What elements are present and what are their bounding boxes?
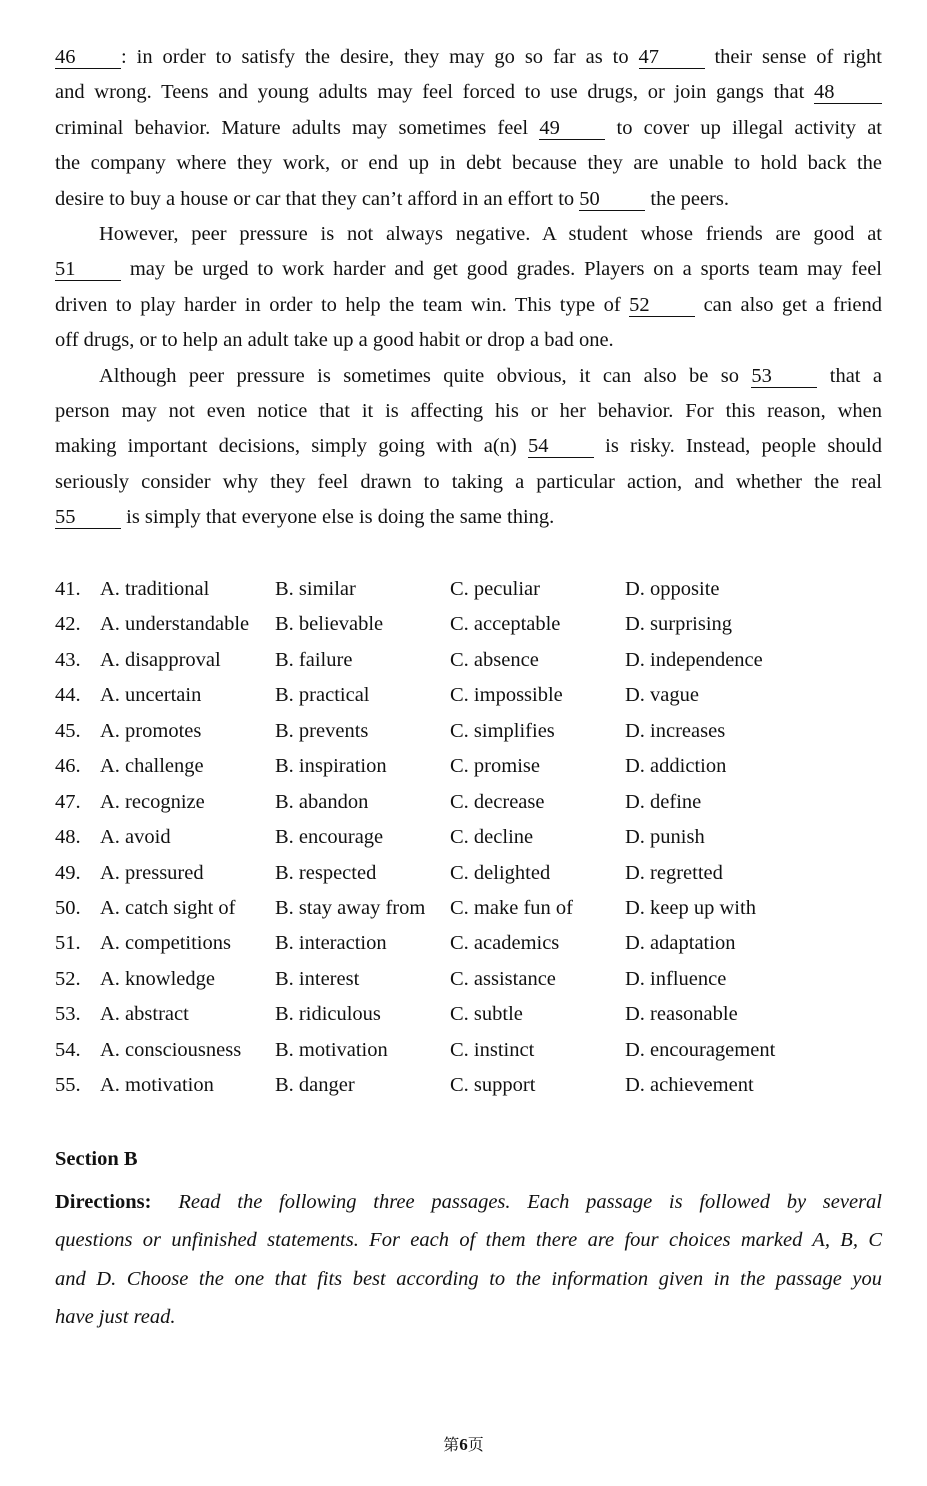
page-number <box>0 1432 927 1455</box>
passage-text: their sense of right <box>704 46 882 68</box>
choice-d: D. influence <box>625 967 727 990</box>
choice-c: C. decrease <box>450 790 545 813</box>
choice-a: A. promotes <box>100 719 202 742</box>
option-row-48 <box>55 820 882 855</box>
directions-line <box>55 1260 882 1298</box>
question-number: 48. <box>55 826 81 849</box>
passage-line <box>55 323 882 358</box>
passage-text: person may not even notice that it is affecting his or her behavior. For this reason, when <box>55 399 882 422</box>
choice-a: A. uncertain <box>100 684 202 707</box>
blank-51: 51 <box>55 258 121 281</box>
choice-c: C. decline <box>450 826 534 849</box>
choice-d: D. punish <box>625 826 705 849</box>
choice-b: B. encourage <box>275 826 384 849</box>
option-row-53 <box>55 997 882 1032</box>
choice-a: A. disapproval <box>100 648 221 671</box>
question-number: 49. <box>55 861 81 884</box>
passage-text: : in order to satisfy the desire, they may go so far as to <box>121 46 639 68</box>
choice-c: C. acceptable <box>450 613 561 636</box>
question-number: 44. <box>55 684 81 707</box>
passage-text: and wrong. Teens and young adults may feel forced to use drugs, or join gangs that <box>55 81 814 104</box>
option-row-55 <box>55 1068 882 1103</box>
choice-b: B. respected <box>275 861 377 884</box>
passage-line <box>55 75 882 110</box>
passage-line <box>55 429 882 464</box>
passage-text: Although peer pressure is sometimes quite obvious, it can also be so <box>99 364 752 387</box>
choice-b: B. inspiration <box>275 755 387 778</box>
question-number: 52. <box>55 967 81 990</box>
blank-48: 48 <box>814 81 882 104</box>
choice-a: A. understandable <box>100 613 250 636</box>
choice-b: B. prevents <box>275 719 369 742</box>
choice-d: D. addiction <box>625 755 727 778</box>
blank-50: 50 <box>579 188 645 211</box>
blank-49: 49 <box>539 117 605 140</box>
choice-c: C. peculiar <box>450 578 540 600</box>
passage-text: that a <box>817 364 882 387</box>
blank-46: 46 <box>55 46 121 69</box>
passage-text: may be urged to work harder and get good grades. Players on a sports team may feel <box>121 258 882 281</box>
option-row-47 <box>55 785 882 820</box>
directions-text: have just read. <box>55 1306 176 1329</box>
choice-a: A. avoid <box>100 826 171 849</box>
question-number: 47. <box>55 790 81 813</box>
passage-line <box>55 394 882 429</box>
directions-line <box>55 1221 882 1259</box>
choice-a: A. abstract <box>100 1003 189 1026</box>
directions-line <box>55 1298 882 1336</box>
choice-d: D. increases <box>625 719 726 742</box>
option-row-43 <box>55 643 882 678</box>
choice-b: B. interaction <box>275 932 387 955</box>
question-number: 54. <box>55 1038 81 1061</box>
choice-d: D. opposite <box>625 578 720 600</box>
choice-a: A. traditional <box>100 578 210 600</box>
page-number-value: 6 <box>459 1435 468 1454</box>
page-suffix: 页 <box>467 1435 484 1454</box>
choice-b: B. interest <box>275 967 360 990</box>
blank-53: 53 <box>751 365 817 388</box>
blank-55: 55 <box>55 506 121 529</box>
directions-label: Directions: <box>55 1191 152 1213</box>
choice-a: A. competitions <box>100 932 231 955</box>
passage-text: desire to buy a house or car that they can’t afford in an effort to <box>55 187 580 210</box>
question-number: 45. <box>55 719 81 742</box>
passage-text: off drugs, or to help an adult take up a good habit or drop a bad one. <box>55 329 614 352</box>
directions-text: questions or unfinished statements. For each of them there are four choices marked A, B, C <box>55 1229 882 1252</box>
choice-d: D. vague <box>625 684 700 707</box>
passage-text: is simply that everyone else is doing the same thing. <box>121 506 555 529</box>
option-row-50 <box>55 891 882 926</box>
choice-a: A. recognize <box>100 790 205 813</box>
choice-a: A. catch sight of <box>100 896 236 919</box>
directions-text: and D. Choose the one that fits best according to the information given in the passage you <box>55 1267 882 1290</box>
choice-c: C. make fun of <box>450 896 573 919</box>
blank-54: 54 <box>528 435 594 458</box>
option-row-46 <box>55 749 882 784</box>
passage-line <box>55 465 882 500</box>
question-number: 53. <box>55 1003 81 1026</box>
section-b-title: Section B <box>55 1148 138 1170</box>
option-row-42 <box>55 607 882 642</box>
choice-c: C. delighted <box>450 861 551 884</box>
blank-52: 52 <box>629 294 695 317</box>
passage-line <box>55 111 882 146</box>
choice-b: B. similar <box>275 578 356 600</box>
directions-line <box>55 1183 882 1221</box>
passage-line <box>55 252 882 287</box>
choice-b: B. stay away from <box>275 896 426 919</box>
choice-a: A. knowledge <box>100 967 216 990</box>
passage-text: the company where they work, or end up in debt because they are unable to hold back the <box>55 152 882 175</box>
choice-b: B. failure <box>275 648 353 671</box>
choice-a: A. pressured <box>100 861 204 884</box>
choice-c: C. promise <box>450 755 540 778</box>
question-number: 46. <box>55 755 81 778</box>
choice-d: D. regretted <box>625 861 723 884</box>
passage-line <box>55 146 882 181</box>
passage-text: criminal behavior. Mature adults may sometimes feel <box>55 116 540 139</box>
option-row-51 <box>55 926 882 961</box>
choice-b: B. danger <box>275 1074 355 1097</box>
option-row-54 <box>55 1033 882 1068</box>
passage-text: driven to play harder in order to help the team win. This type of <box>55 293 630 316</box>
passage-text: However, peer pressure is not always negative. A student whose friends are good at <box>99 222 882 245</box>
passage-line <box>55 288 882 323</box>
option-row-49 <box>55 856 882 891</box>
choice-c: C. instinct <box>450 1038 535 1061</box>
option-row-44 <box>55 678 882 713</box>
choice-c: C. academics <box>450 932 560 955</box>
passage-text: can also get a friend <box>695 293 882 316</box>
choice-d: D. reasonable <box>625 1003 738 1026</box>
choice-d: D. surprising <box>625 613 733 636</box>
choice-d: D. encouragement <box>625 1038 776 1061</box>
choice-b: B. motivation <box>275 1038 388 1061</box>
choice-d: D. define <box>625 790 702 813</box>
passage-line <box>55 500 882 535</box>
passage-line <box>55 40 882 75</box>
choice-c: C. impossible <box>450 684 563 707</box>
choice-a: A. consciousness <box>100 1038 242 1061</box>
option-row-45 <box>55 714 882 749</box>
choice-a: A. challenge <box>100 755 204 778</box>
passage-text: making important decisions, simply going with a(n) <box>55 435 528 458</box>
choice-c: C. support <box>450 1074 536 1097</box>
choice-c: C. absence <box>450 648 539 671</box>
choice-b: B. abandon <box>275 790 369 813</box>
question-number: 55. <box>55 1074 81 1097</box>
choice-b: B. practical <box>275 684 370 707</box>
choice-d: D. keep up with <box>625 896 756 919</box>
passage-line <box>55 182 882 217</box>
passage <box>55 40 882 535</box>
question-number: 43. <box>55 648 81 671</box>
question-number: 42. <box>55 613 81 636</box>
choice-b: B. believable <box>275 613 384 636</box>
passage-text: to cover up illegal activity at <box>605 116 882 139</box>
blank-47: 47 <box>639 46 705 69</box>
choice-c: C. subtle <box>450 1003 523 1026</box>
passage-text: seriously consider why they feel drawn to taking a particular action, and whether the real <box>55 470 882 493</box>
question-number: 51. <box>55 932 81 955</box>
passage-line <box>55 359 882 394</box>
directions-text: Read the following three passages. Each passage is followed by several <box>178 1191 882 1213</box>
passage-text: the peers. <box>645 187 729 210</box>
directions <box>55 1183 882 1337</box>
passage-text: is risky. Instead, people should <box>593 435 883 458</box>
choice-b: B. ridiculous <box>275 1003 381 1026</box>
option-row-52 <box>55 962 882 997</box>
choice-d: D. achievement <box>625 1074 754 1097</box>
question-number: 41. <box>55 578 81 600</box>
choice-c: C. assistance <box>450 967 556 990</box>
passage-line <box>55 217 882 252</box>
choice-c: C. simplifies <box>450 719 555 742</box>
choice-d: D. adaptation <box>625 932 736 955</box>
options-list <box>55 572 882 1104</box>
question-number: 50. <box>55 896 81 919</box>
choice-a: A. motivation <box>100 1074 214 1097</box>
choice-d: D. independence <box>625 648 763 671</box>
option-row-41 <box>55 572 882 607</box>
page-prefix: 第 <box>443 1435 460 1454</box>
